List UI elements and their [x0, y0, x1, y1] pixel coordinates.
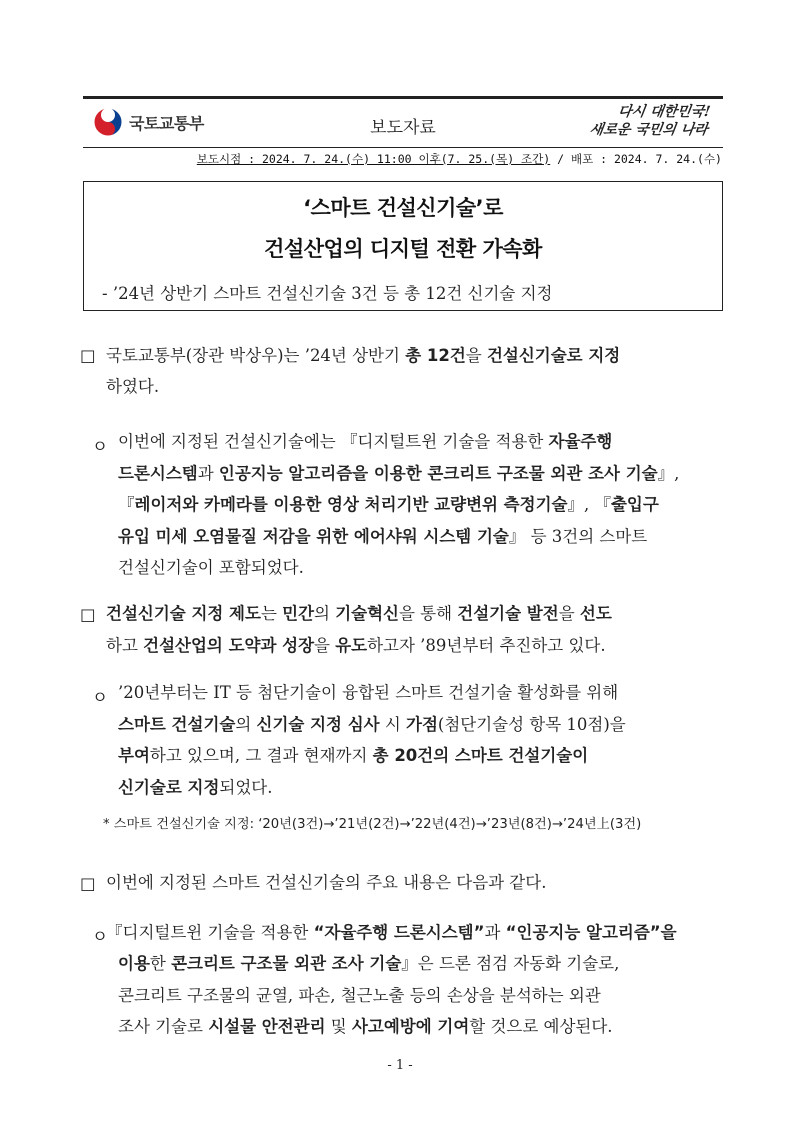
- title-box: [83, 181, 723, 311]
- text-bold: 총 20건의 스마트 건설기술이: [372, 746, 589, 765]
- text-bold: 사고예방에 기여: [351, 1017, 470, 1036]
- paragraph-3-line-2: [106, 630, 612, 662]
- text: 되었다.: [219, 777, 273, 797]
- text: 『디지털트윈 기술을 적용한: [106, 923, 314, 942]
- paragraph-3: [106, 598, 612, 661]
- text-bold: 신기술로 지정: [118, 777, 220, 797]
- release-type: 보도자료: [370, 118, 436, 138]
- text: 』은 드론 점검 자동화 기술로,: [401, 954, 620, 973]
- paragraph-6: [106, 917, 677, 949]
- paragraph-1: [106, 340, 620, 372]
- text: 』 등 3건의 스마트: [508, 526, 648, 546]
- subtitle: - ’24년 상반기 스마트 건설신기술 3건 등 총 12건 신기술 지정: [102, 284, 553, 303]
- text-bold: 출입구: [610, 495, 659, 514]
- paragraph-2-line-2: [118, 458, 679, 490]
- footnote: [103, 813, 641, 832]
- text: 을: [558, 604, 580, 623]
- paragraph-2-line-5: 건설신기술이 포함되었다.: [118, 558, 304, 577]
- text-bold: 민간: [282, 604, 315, 623]
- text-bold: 건설기술 발전: [457, 604, 559, 623]
- title-line-1: ‘스마트 건설신기술’로: [303, 196, 503, 220]
- slogan: [589, 103, 712, 139]
- text: 할 것으로 예상된다.: [469, 1017, 613, 1036]
- text-bold: 유도: [335, 635, 368, 655]
- title-line-2: 건설산업의 디지털 전환 가속화: [264, 237, 542, 261]
- text: 을: [314, 635, 336, 655]
- text: 과: [197, 463, 219, 483]
- header-box: [83, 96, 723, 148]
- ministry-name: 국토교통부: [129, 113, 204, 133]
- footnote-text: 스마트 건설신기술 지정: ‘20년(3건)→’21년(2건)→’22년(4건)→’23년(8건)→’24년上(3건): [113, 817, 642, 832]
- distribution-date: / 배포 : 2024. 7. 24.(수): [550, 152, 722, 166]
- paragraph-6-line-4: [118, 1011, 619, 1043]
- text-bold: 시설물 안전관리: [208, 1017, 326, 1036]
- paragraph-2-line-4: [118, 521, 679, 553]
- paragraph-4-line-4: [118, 772, 626, 804]
- text-bold: 콘크리트 구조물 외관 조사 기술: [171, 954, 402, 973]
- text: 『: [118, 495, 135, 514]
- paragraph-4: [118, 677, 626, 803]
- text-bold: “자율주행 드론시스템”: [313, 923, 485, 942]
- paragraph-5-line-1: 이번에 지정된 스마트 건설신기술의 주요 내용은 다음과 같다.: [106, 873, 547, 892]
- text-bold: 레이저와 카메라를 이용한 영상 처리기반 교량변위 측정기술: [134, 495, 568, 514]
- page-number: - 1 -: [387, 1058, 413, 1073]
- text: 을: [465, 346, 487, 365]
- text-bold: 건설신기술 지정 제도: [106, 604, 261, 623]
- paragraph-2-line-3: [118, 489, 679, 521]
- text-bold: 부여: [118, 746, 150, 765]
- embargo-time: 보도시점 : 2024. 7. 24.(수) 11:00 이후(7. 25.(목) 조간): [196, 152, 551, 166]
- square-bullet: □: [80, 605, 96, 624]
- text-bold: 가점: [406, 714, 438, 734]
- paragraph-4-line-2: [118, 709, 626, 741]
- text-bold: 인공지능 알고리즘을 이용한 콘크리트 구조물 외관 조사 기술: [218, 463, 658, 483]
- text: 의: [314, 604, 336, 623]
- paragraph-6-line-3: 콘크리트 구조물의 균열, 파손, 철근노출 등의 손상을 분석하는 외관: [118, 985, 601, 1005]
- circle-bullet: ㅇ: [92, 437, 108, 456]
- text-bold: 유입 미세 오염물질 저감을 위한 에어샤워 시스템 기술: [118, 526, 509, 546]
- text: 및: [325, 1017, 352, 1036]
- text-bold: 건설신기술로 지정: [486, 346, 621, 365]
- circle-bullet: ㅇ: [92, 688, 108, 707]
- text: (첨단기술성 항목 10점)을: [437, 714, 626, 734]
- text-bold: 건설산업의 도약과 성장: [143, 635, 315, 655]
- text: 하고자 ’89년부터 추진하고 있다.: [367, 635, 606, 655]
- text-bold: 드론시스템: [118, 463, 198, 483]
- text: 과: [484, 923, 506, 942]
- text: 』, 『: [567, 495, 611, 514]
- text: 하고 있으며, 그 결과 현재까지: [149, 746, 373, 765]
- text-bold: 신기술 지정 심사: [256, 714, 380, 734]
- paragraph-4-line-1: ’20년부터는 IT 등 첨단기술이 융합된 스마트 건설기술 활성화를 위해: [118, 683, 619, 702]
- paragraph-2: [118, 426, 679, 584]
- circle-bullet: ㅇ: [92, 927, 108, 946]
- text: 는: [260, 604, 283, 623]
- paragraph-4-line-3: [118, 740, 626, 772]
- embargo-line: [197, 151, 722, 167]
- paragraph-1-line-1: [106, 340, 620, 372]
- text-bold: 자율주행: [548, 432, 613, 451]
- square-bullet: □: [80, 346, 96, 365]
- text: 시: [379, 714, 407, 734]
- square-bullet: □: [80, 874, 96, 893]
- text-bold: 이용: [118, 954, 150, 973]
- text: 국토교통부(장관 박상우)는 ’24년 상반기: [106, 346, 406, 365]
- slogan-line-2: 새로운 국민의 나라: [588, 122, 709, 138]
- text-bold: 기술혁신: [335, 604, 399, 623]
- slogan-line-1: 다시 대한민국!: [616, 104, 712, 120]
- paragraph-6-line-1: [106, 917, 677, 949]
- asterisk-mark: *: [103, 817, 110, 832]
- paragraph-2-line-1: [118, 426, 679, 458]
- paragraph-3-line-1: [106, 598, 612, 630]
- text-bold: 총 12건: [405, 346, 466, 365]
- text: 』,: [657, 463, 680, 483]
- text: 하고: [106, 635, 144, 655]
- paragraph-6-cont: [118, 948, 619, 1043]
- text: 이번에 지정된 건설신기술에는 『디지털트윈 기술을 적용한: [118, 432, 549, 451]
- paragraph-6-line-2: [118, 948, 619, 980]
- paragraph-1-line-2: 하였다.: [106, 377, 160, 396]
- text: 의: [235, 714, 257, 734]
- text-bold: 선도: [579, 604, 612, 623]
- text-bold: 스마트 건설기술: [118, 714, 236, 734]
- text: 한: [149, 954, 172, 973]
- text-bold: “인공지능 알고리즘”을: [505, 923, 677, 942]
- text: 조사 기술로: [118, 1017, 209, 1036]
- text: 을 통해: [398, 604, 458, 623]
